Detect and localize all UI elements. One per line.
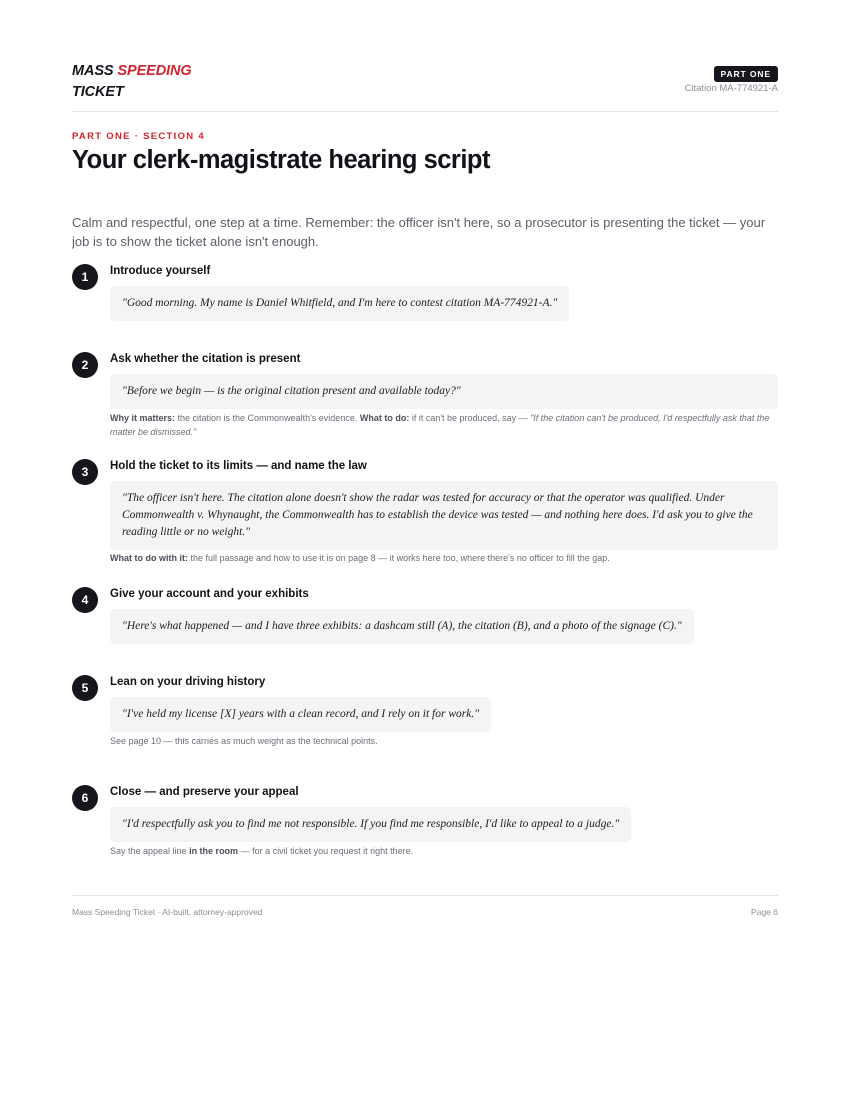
step-title: Give your account and your exhibits — [110, 588, 309, 600]
note-label: What to do with it: — [110, 553, 188, 563]
note-emphasis: in the room — [189, 846, 239, 856]
note-label-what: What to do: — [359, 413, 410, 423]
step-title: Lean on your driving history — [110, 676, 266, 688]
step-number-badge: 2 — [72, 352, 98, 378]
step-note — [110, 552, 778, 566]
note-text: the citation is the Commonwealth's evidence. — [175, 413, 360, 423]
citation-number: Citation MA-774921-A — [684, 83, 778, 94]
page-title: Your clerk-magistrate hearing script — [72, 146, 491, 174]
header-divider — [72, 111, 778, 112]
script-quote: "Here's what happened — and I have three exhibits: a dashcam still (A), the citation (B), and a photo of the signage (C)." — [110, 609, 694, 644]
note-label-why: Why it matters: — [110, 413, 176, 423]
script-quote: "Good morning. My name is Daniel Whitfield, and I'm here to contest citation MA-774921-A." — [110, 286, 569, 321]
note-text: the full passage and how to use it is on page 8 — it works here too, where there's no officer to fill the gap. — [187, 553, 610, 563]
note-text: if it can't be produced, say — — [409, 413, 531, 423]
brand-word-ticket: TICKET — [72, 84, 124, 100]
step-title: Introduce yourself — [110, 265, 211, 277]
step-number-badge: 1 — [72, 264, 98, 290]
page — [72, 0, 778, 1100]
page-number: Page 6 — [751, 907, 778, 917]
step-note — [110, 412, 778, 439]
note-text: Say the appeal line — [110, 846, 190, 856]
footer-credit: Mass Speeding Ticket · AI-built, attorney-approved — [72, 907, 263, 917]
step-note — [110, 845, 413, 859]
brand-word-mass: MASS — [72, 63, 114, 79]
step-title: Close — and preserve your appeal — [110, 786, 299, 798]
note-text: — for a civil ticket you request it right there. — [238, 846, 414, 856]
brand-word-speeding: SPEEDING — [117, 63, 192, 79]
intro-paragraph: Calm and respectful, one step at a time. Remember: the officer isn't here, so a prosecutor is presenting the ticket — your job is to show the ticket alone isn't enough. — [72, 215, 766, 249]
step-number-badge: 4 — [72, 587, 98, 613]
step-number-badge: 5 — [72, 675, 98, 701]
section-kicker: PART ONE · SECTION 4 — [72, 131, 205, 142]
step-title: Ask whether the citation is present — [110, 353, 301, 365]
script-quote: "I'd respectfully ask you to find me not responsible. If you find me responsible, I'd like to appeal to a judge." — [110, 807, 631, 842]
footer-divider — [72, 895, 778, 896]
script-quote: "I've held my license [X] years with a clean record, and I rely on it for work." — [110, 697, 491, 732]
script-quote: "The officer isn't here. The citation alone doesn't show the radar was tested for accuracy or that the operator was qualified. Under Commonwealth v. Whynaught, the Commonwealth has to establish the device was tested — and nothing here does. I'd ask you to give the reading little or no weight." — [110, 481, 778, 550]
step-note: See page 10 — this carries as much weight as the technical points. — [110, 736, 378, 746]
step-title: Hold the ticket to its limits — and name the law — [110, 460, 367, 472]
script-quote: "Before we begin — is the original citation present and available today?" — [110, 374, 778, 409]
step-number-badge: 6 — [72, 785, 98, 811]
part-badge: PART ONE — [714, 66, 779, 82]
step-number-badge: 3 — [72, 459, 98, 485]
note-suggested-line: "If the citation can't be produced, I'd respectfully ask that the matter be dismissed." — [110, 413, 770, 437]
brand-logo — [72, 61, 192, 103]
